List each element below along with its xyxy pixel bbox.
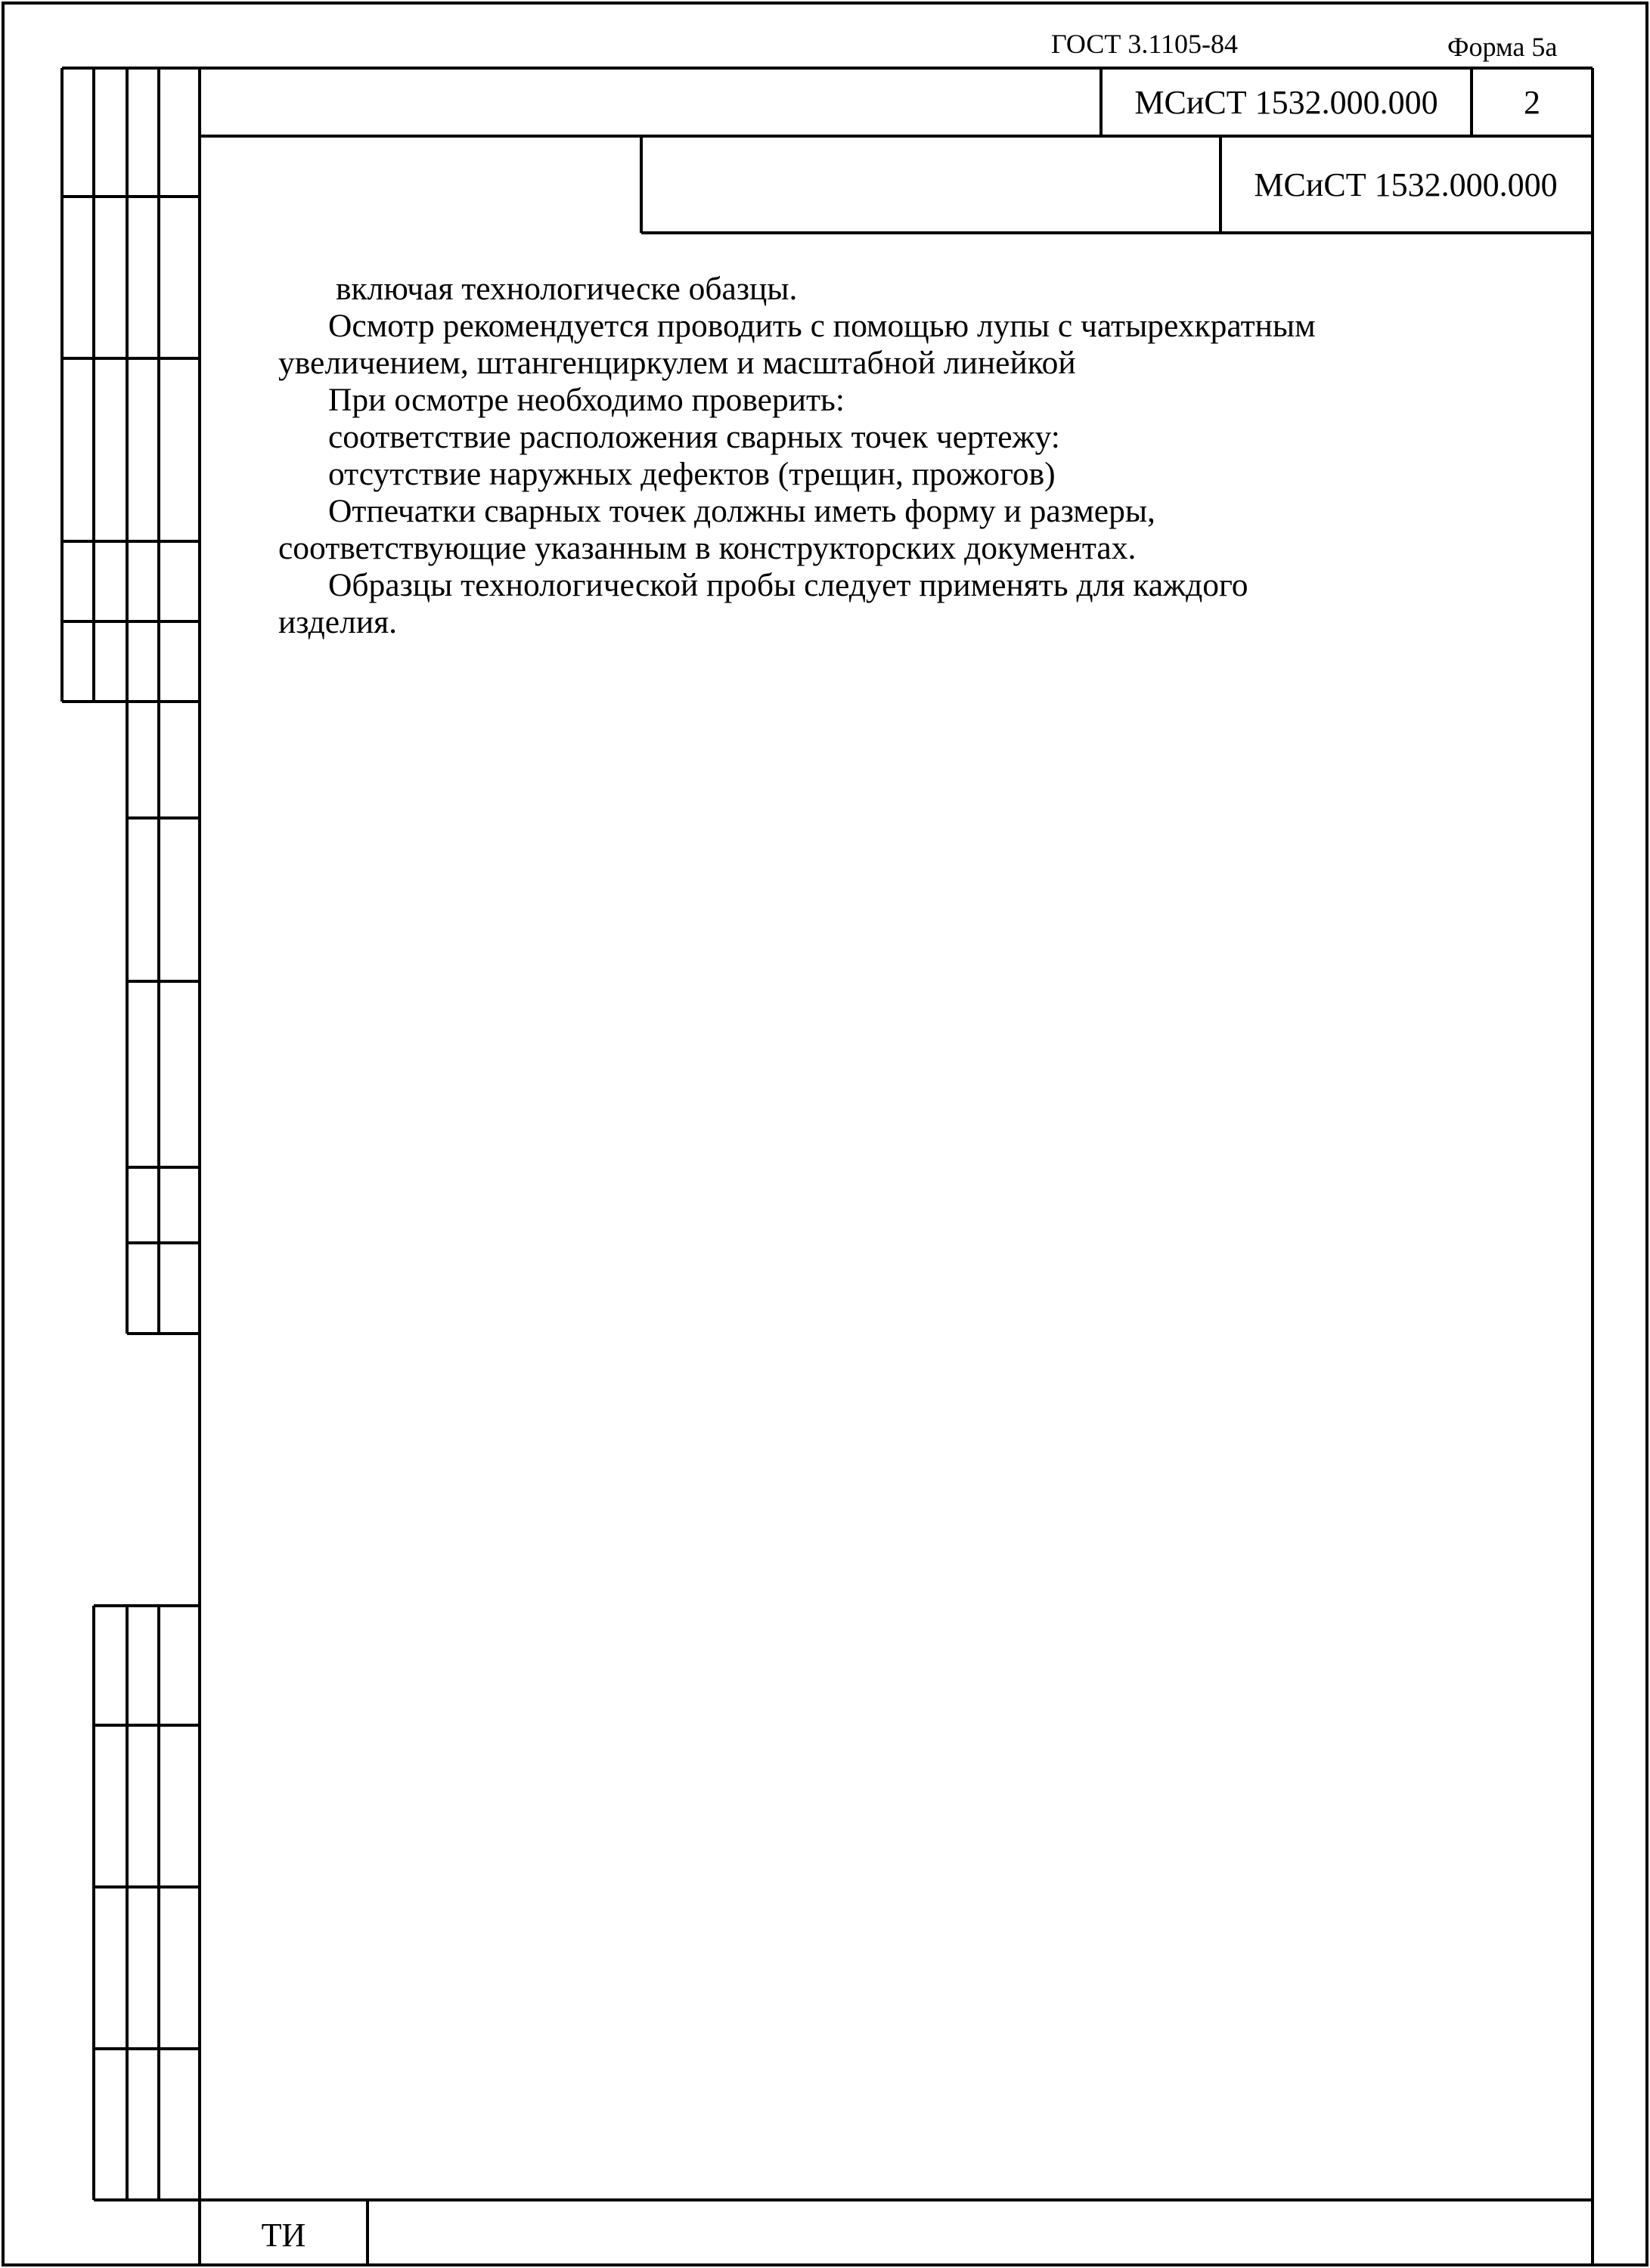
text-line: Образцы технологической пробы следует применять для каждого: [328, 567, 1248, 603]
text-line: отсутствие наружных дефектов (трещин, прожогов): [328, 456, 1056, 492]
document-code-second: МСиСТ 1532.000.000: [1254, 166, 1558, 203]
text-line: соответствие расположения сварных точек чертежу:: [328, 419, 1060, 455]
text-line: изделия.: [278, 604, 397, 640]
text-line: включая технологическе обазцы.: [336, 271, 798, 307]
form-label: Форма 5а: [1447, 32, 1558, 62]
instruction-text: [278, 271, 1564, 641]
document-type-code: ТИ: [261, 2216, 306, 2254]
text-line: соответствующие указанным в конструкторских документах.: [278, 530, 1137, 566]
standard-label: ГОСТ 3.1105-84: [1051, 29, 1239, 59]
text-line: увеличением, штангенциркулем и масштабной линейкой: [278, 345, 1076, 381]
document-code-top: МСиСТ 1532.000.000: [1134, 84, 1438, 121]
sheet-number: 2: [1524, 84, 1540, 121]
text-line: Осмотр рекомендуется проводить с помощью лупы с чатырехкратным: [328, 308, 1316, 344]
text-line: При осмотре необходимо проверить:: [328, 382, 845, 418]
text-line: Отпечатки сварных точек должны иметь форму и размеры,: [328, 493, 1155, 529]
